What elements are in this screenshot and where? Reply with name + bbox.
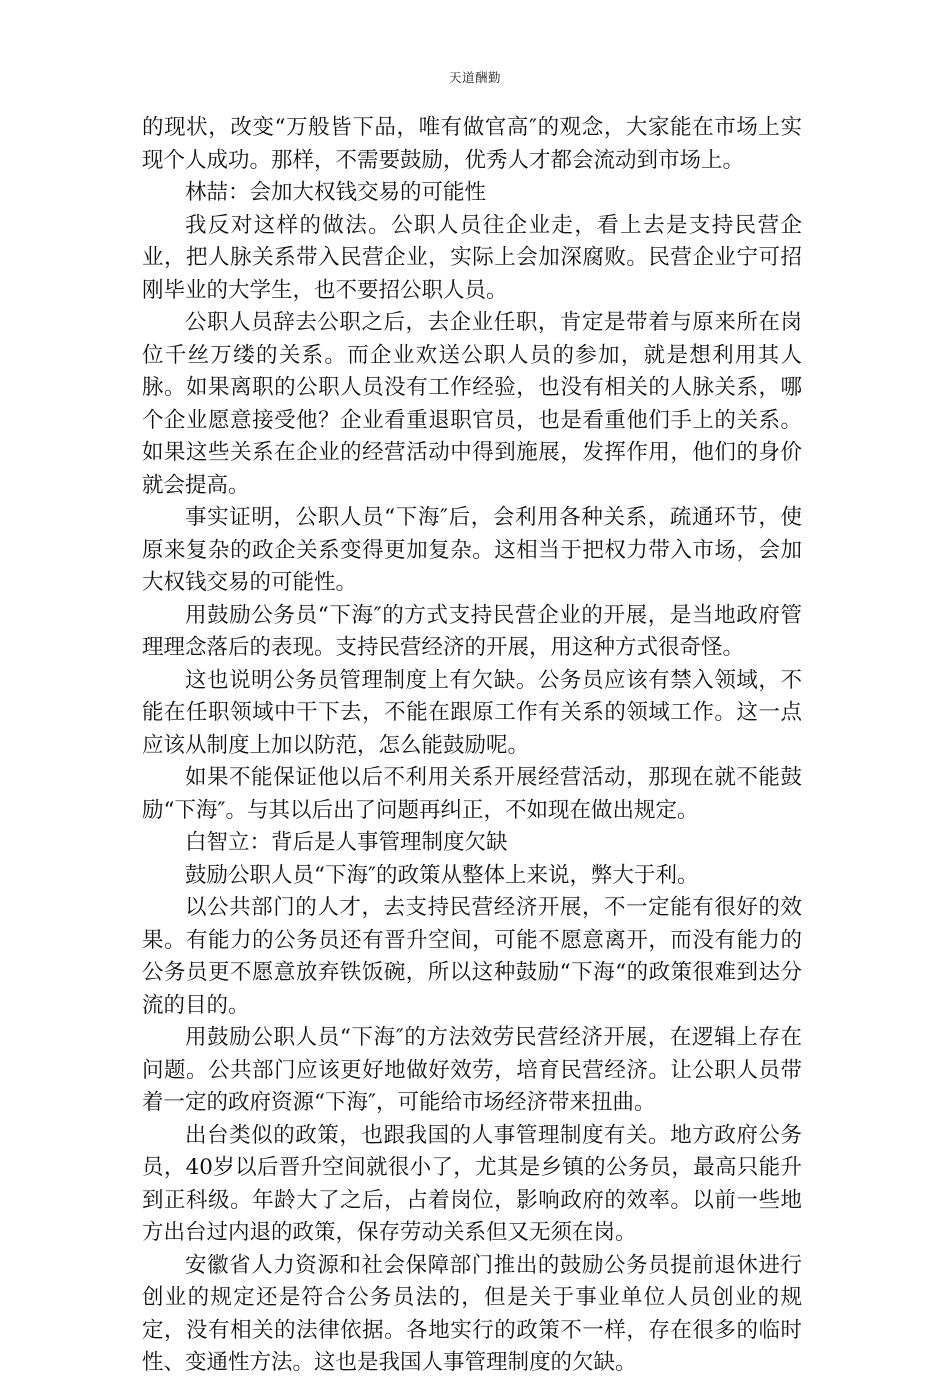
paragraph: 出台类似的政策，也跟我国的人事管理制度有关。地方政府公务员，40岁以后晋升空间就很小了，尤其是乡镇的公务员，最高只能升到正科级。年龄大了之后，占着岗位，影响政府的效率。以前一些地方出台过内退的政策，保存劳动关系但又无须在岗。 <box>142 1122 802 1245</box>
paragraph: 林喆：会加大权钱交易的可能性 <box>185 180 487 205</box>
paragraph: 白智立：背后是人事管理制度欠缺 <box>185 830 508 855</box>
paragraph: 我反对这样的做法。公职人员往企业走，看上去是支持民营企业，把人脉关系带入民营企业，实际上会加深腐败。民营企业宁可招刚毕业的大学生，也不要招公职人员。 <box>142 212 802 303</box>
paragraph: 的现状，改变“万般皆下品，唯有做官高″的观念，大家能在市场上实现个人成功。那样，不需要鼓励，优秀人才都会流动到市场上。 <box>142 115 802 173</box>
paragraph: 如果不能保证他以后不利用关系开展经营活动，那现在就不能鼓励“下海″。与其以后出了问题再纠正，不如现在做出规定。 <box>142 765 802 823</box>
page-header: 天道酬勤 <box>448 70 501 85</box>
paragraph: 用鼓励公务员“下海″的方式支持民营企业的开展，是当地政府管理理念落后的表现。支持民营经济的开展，用这种方式很奇怪。 <box>142 602 802 660</box>
paragraph: 鼓励公职人员“下海″的政策从整体上来说，弊大于利。 <box>185 862 699 888</box>
paragraph: 公职人员辞去公职之后，去企业任职，肯定是带着与原来所在岗位千丝万缕的关系。而企业欢送公职人员的参加，就是想利用其人脉。如果离职的公职人员没有工作经验，也没有相关的人脉关系，哪个企业愿意接受他？企业看重退职官员，也是看重他们手上的关系。如果这些关系在企业的经营活动中得到施展，发挥作用，他们的身价就会提高。 <box>142 310 802 498</box>
paragraph: 这也说明公务员管理制度上有欠缺。公务员应该有禁入领域，不能在任职领域中干下去，不能在跟原工作有关系的领域工作。这一点应该从制度上加以防范，怎么能鼓励呢。 <box>142 667 802 758</box>
paragraph: 事实证明，公职人员“下海″后，会利用各种关系，疏通环节，使原来复杂的政企关系变得更加复杂。这相当于把权力带入市场，会加大权钱交易的可能性。 <box>142 505 802 595</box>
article-body <box>142 112 802 1380</box>
paragraph: 以公共部门的人才，去支持民营经济开展，不一定能有很好的效果。有能力的公务员还有晋升空间，可能不愿意离开，而没有能力的公务员更不愿意放弃铁饭碗，所以这种鼓励“下海“的政策很难到达分流的目的。 <box>142 895 802 1018</box>
paragraph: 安徽省人力资源和社会保障部门推出的鼓励公务员提前退休进行创业的规定还是符合公务员法的，但是关于事业单位人员创业的规定，没有相关的法律依据。各地实行的政策不一样，存在很多的临时性、变通性方法。这也是我国人事管理制度的欠缺。 <box>142 1252 802 1375</box>
paragraph: 用鼓励公职人员“下海″的方法效劳民营经济开展，在逻辑上存在问题。公共部门应该更好地做好效劳，培育民营经济。让公职人员带着一定的政府资源“下海″，可能给市场经济带来扭曲。 <box>142 1025 802 1115</box>
